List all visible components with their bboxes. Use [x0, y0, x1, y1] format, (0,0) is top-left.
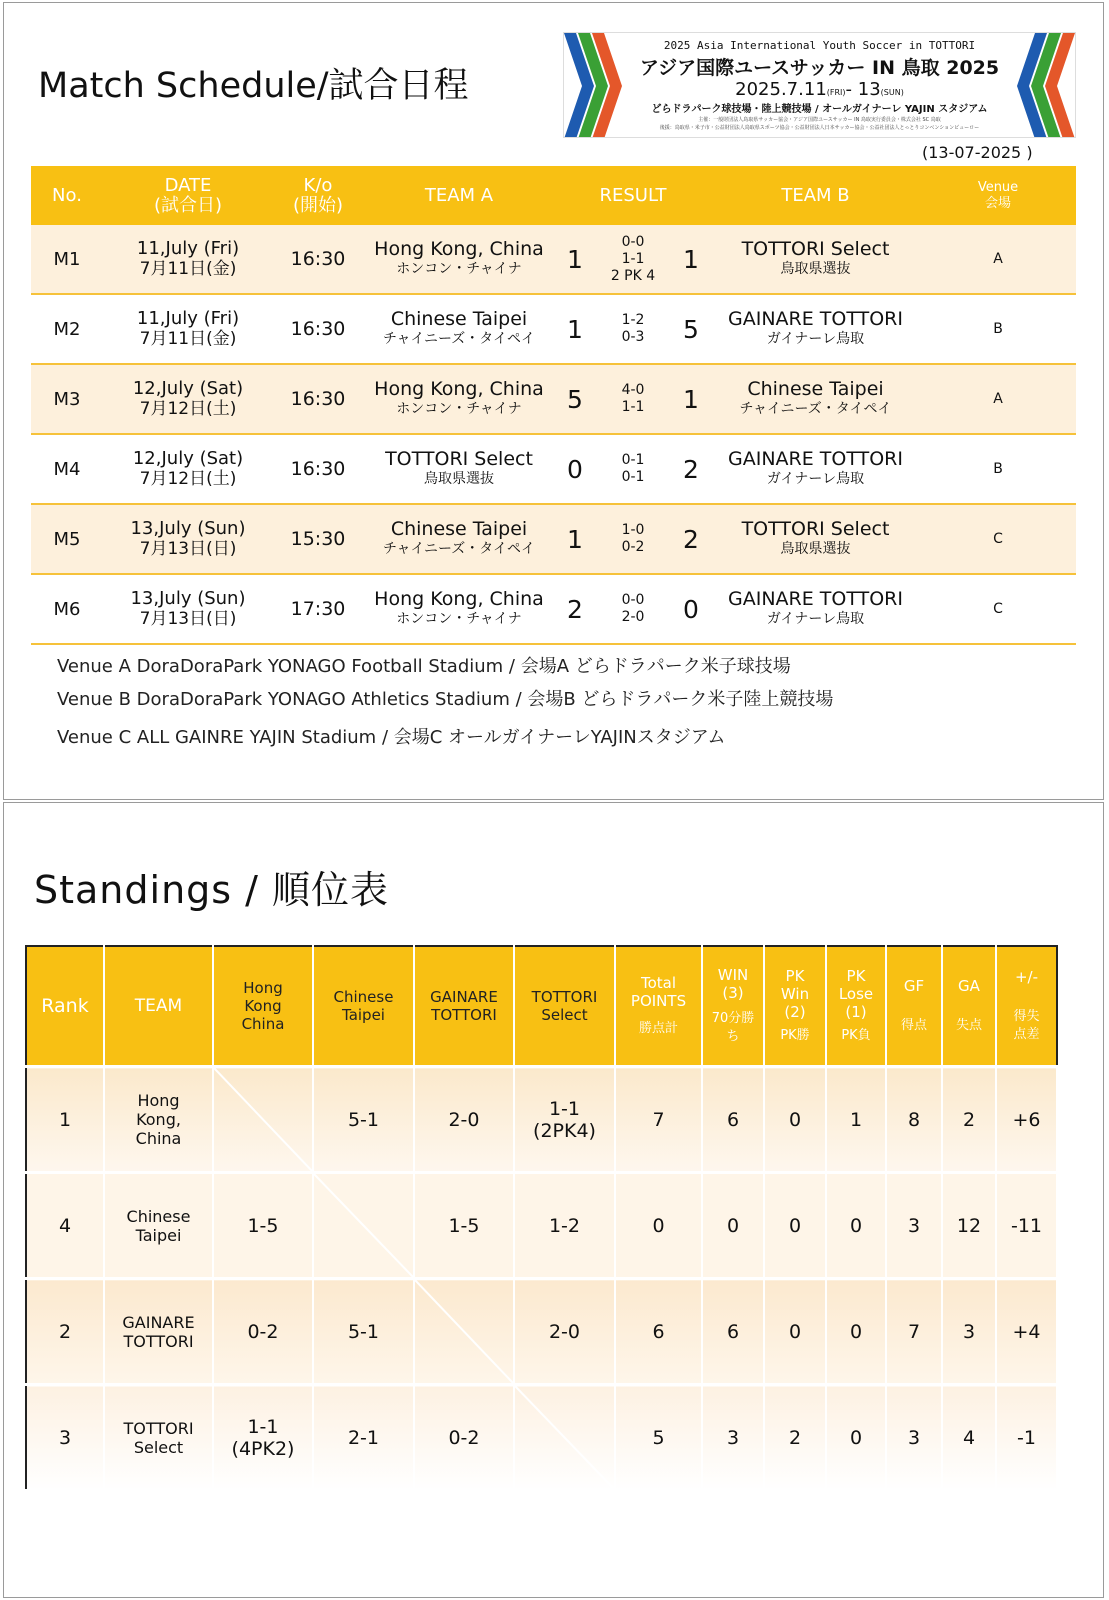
stat-gf: 8 [886, 1067, 942, 1173]
rank: 2 [26, 1279, 104, 1385]
stat-win: 3 [702, 1385, 764, 1491]
stat-pkw: 0 [764, 1279, 826, 1385]
head-to-head-ct: 2-1 [313, 1385, 414, 1491]
match-venue: A [920, 364, 1076, 434]
match-venue: B [920, 434, 1076, 504]
match-venue: A [920, 225, 1076, 294]
team-b: TOTTORI Select 鳥取県選抜 [711, 504, 920, 574]
match-number: M4 [31, 434, 103, 504]
team-name: GAINARE TOTTORI [104, 1279, 213, 1385]
header-team-b: TEAM B [711, 166, 920, 225]
stat-ga: 3 [942, 1279, 996, 1385]
match-row [31, 294, 1076, 364]
team-name: TOTTORI Select [104, 1385, 213, 1491]
kickoff-time: 15:30 [273, 504, 363, 574]
header-chinese-taipei: Chinese Taipei [313, 946, 414, 1067]
header-team: TEAM [104, 946, 213, 1067]
stat-pts: 0 [615, 1173, 702, 1279]
stat-pts: 7 [615, 1067, 702, 1173]
header-pk-win: PK Win (2) PK勝 [764, 946, 826, 1067]
team-b: TOTTORI Select 鳥取県選抜 [711, 225, 920, 294]
match-date: 13,July (Sun) 7月13日(日) [103, 504, 273, 574]
header-venue: Venue 会場 [920, 166, 1076, 225]
header-rank: Rank [26, 946, 104, 1067]
match-number: M6 [31, 574, 103, 644]
stat-gd: +4 [996, 1279, 1057, 1385]
banner-dates: 2025.7.11(FRI)- 13(SUN) [735, 79, 904, 100]
venue-b-note: Venue B DoraDoraPark YONAGO Athletics Stadium / 会場B どらドラパーク米子陸上競技場 [57, 689, 834, 710]
half-results: 0-0 1-1 2 PK 4 [595, 225, 671, 294]
team-b-score: 1 [671, 364, 711, 434]
header-pk-lose: PK Lose (1) PK負 [826, 946, 886, 1067]
stat-win: 0 [702, 1173, 764, 1279]
team-a: Hong Kong, China ホンコン・チャイナ [363, 574, 555, 644]
match-date: 12,July (Sat) 7月12日(土) [103, 364, 273, 434]
stat-ga: 4 [942, 1385, 996, 1491]
head-to-head-hk: 0-2 [213, 1279, 313, 1385]
banner-venues: どらドラパーク球技場・陸上競技場 / オールガイナーレ YAJIN スタジアム [651, 104, 988, 115]
team-b-score: 5 [671, 294, 711, 364]
stat-ga: 12 [942, 1173, 996, 1279]
match-row [31, 225, 1076, 294]
stat-ga: 2 [942, 1067, 996, 1173]
match-row [31, 434, 1076, 504]
header-goals-against: GA 失点 [942, 946, 996, 1067]
half-results: 1-2 0-3 [595, 294, 671, 364]
venue-c-note: Venue C ALL GAINRE YAJIN Stadium / 会場C オールガイナーレYAJINスタジアム [57, 727, 726, 748]
head-to-head-ct: 5-1 [313, 1067, 414, 1173]
header-tottori-select: TOTTORI Select [514, 946, 615, 1067]
rank: 3 [26, 1385, 104, 1491]
team-a: Hong Kong, China ホンコン・チャイナ [363, 364, 555, 434]
header-win: WIN (3) 70分勝ち [702, 946, 764, 1067]
banner-organizers: 主催：一般財団法人鳥取県サッカー協会・アジア国際ユースサッカー IN 鳥取実行委員会・株式会社 SC 鳥取 [698, 117, 941, 123]
team-b-score: 2 [671, 434, 711, 504]
header-result: RESULT [555, 166, 711, 225]
kickoff-time: 16:30 [273, 225, 363, 294]
stat-pkl: 0 [826, 1279, 886, 1385]
stat-pkl: 0 [826, 1173, 886, 1279]
self-match-cell [213, 1067, 313, 1173]
team-a-score: 0 [555, 434, 595, 504]
head-to-head-gt: 2-0 [414, 1067, 514, 1173]
team-a: TOTTORI Select 鳥取県選抜 [363, 434, 555, 504]
header-goal-difference: +/- 得失点差 [996, 946, 1057, 1067]
standings-row [26, 1067, 1057, 1173]
header-gainare-tottori: GAINARE TOTTORI [414, 946, 514, 1067]
team-b: GAINARE TOTTORI ガイナーレ鳥取 [711, 434, 920, 504]
stat-pkw: 2 [764, 1385, 826, 1491]
team-a-score: 1 [555, 294, 595, 364]
match-venue: C [920, 574, 1076, 644]
self-match-cell [514, 1385, 615, 1491]
stat-pts: 6 [615, 1279, 702, 1385]
stat-pkl: 0 [826, 1385, 886, 1491]
stat-gd: -11 [996, 1173, 1057, 1279]
match-date: 11,July (Fri) 7月11日(金) [103, 225, 273, 294]
standings-row [26, 1279, 1057, 1385]
match-number: M3 [31, 364, 103, 434]
stat-win: 6 [702, 1279, 764, 1385]
match-row [31, 574, 1076, 644]
team-b: GAINARE TOTTORI ガイナーレ鳥取 [711, 294, 920, 364]
kickoff-time: 16:30 [273, 364, 363, 434]
kickoff-time: 16:30 [273, 294, 363, 364]
match-row [31, 364, 1076, 434]
team-b-score: 2 [671, 504, 711, 574]
team-b-score: 1 [671, 225, 711, 294]
banner-supporters: 後援：鳥取県・米子市・公益財団法人鳥取県スポーツ協会・公益財団法人日本サッカー協会・公益社団法人とっとりコンベンションビューロー [659, 125, 980, 131]
standings-row [26, 1385, 1057, 1491]
head-to-head-ts: 1-2 [514, 1173, 615, 1279]
stat-pkw: 0 [764, 1067, 826, 1173]
head-to-head-gt: 0-2 [414, 1385, 514, 1491]
team-a-score: 1 [555, 225, 595, 294]
team-a: Chinese Taipei チャイニーズ・タイペイ [363, 504, 555, 574]
header-goals-for: GF 得点 [886, 946, 942, 1067]
stat-gd: +6 [996, 1067, 1057, 1173]
stat-pts: 5 [615, 1385, 702, 1491]
half-results: 0-1 0-1 [595, 434, 671, 504]
event-banner [563, 32, 1076, 138]
schedule-header-row [31, 166, 1076, 225]
team-name: Hong Kong, China [104, 1067, 213, 1173]
head-to-head-ts: 2-0 [514, 1279, 615, 1385]
standings-row [26, 1173, 1057, 1279]
team-name: Chinese Taipei [104, 1173, 213, 1279]
match-date: 13,July (Sun) 7月13日(日) [103, 574, 273, 644]
kickoff-time: 16:30 [273, 434, 363, 504]
match-number: M1 [31, 225, 103, 294]
match-row [31, 504, 1076, 574]
banner-japanese-title: アジア国際ユースサッカー IN 鳥取 2025 [639, 57, 1000, 79]
header-team-a: TEAM A [363, 166, 555, 225]
match-number: M2 [31, 294, 103, 364]
kickoff-time: 17:30 [273, 574, 363, 644]
team-b: Chinese Taipei チャイニーズ・タイペイ [711, 364, 920, 434]
match-date: 11,July (Fri) 7月11日(金) [103, 294, 273, 364]
match-venue: C [920, 504, 1076, 574]
standings-title: Standings / 順位表 [34, 868, 390, 912]
stat-gf: 7 [886, 1279, 942, 1385]
half-results: 0-0 2-0 [595, 574, 671, 644]
team-b-score: 0 [671, 574, 711, 644]
rank: 4 [26, 1173, 104, 1279]
header-no: No. [31, 166, 103, 225]
team-a: Hong Kong, China ホンコン・チャイナ [363, 225, 555, 294]
head-to-head-hk: 1-1 (4PK2) [213, 1385, 313, 1491]
team-b: GAINARE TOTTORI ガイナーレ鳥取 [711, 574, 920, 644]
match-number: M5 [31, 504, 103, 574]
head-to-head-hk: 1-5 [213, 1173, 313, 1279]
half-results: 1-0 0-2 [595, 504, 671, 574]
header-kickoff: K/o (開始) [273, 166, 363, 225]
head-to-head-ts: 1-1 (2PK4) [514, 1067, 615, 1173]
head-to-head-gt: 1-5 [414, 1173, 514, 1279]
schedule-title: Match Schedule/試合日程 [38, 66, 469, 106]
schedule-date: (13-07-2025 ) [922, 143, 1033, 162]
team-a-score: 2 [555, 574, 595, 644]
header-total-points: Total POINTS 勝点計 [615, 946, 702, 1067]
team-a: Chinese Taipei チャイニーズ・タイペイ [363, 294, 555, 364]
header-hong-kong-china: Hong Kong China [213, 946, 313, 1067]
banner-stripes-right [1015, 33, 1075, 138]
team-a-score: 5 [555, 364, 595, 434]
stat-pkl: 1 [826, 1067, 886, 1173]
match-venue: B [920, 294, 1076, 364]
standings-header-row [26, 946, 1057, 1067]
standings-table [25, 945, 1058, 1492]
team-a-score: 1 [555, 504, 595, 574]
banner-stripes-left [564, 33, 624, 138]
match-schedule-table [31, 166, 1076, 645]
rank: 1 [26, 1067, 104, 1173]
banner-english-title: 2025 Asia International Youth Soccer in TOTTORI [663, 39, 976, 52]
stat-pkw: 0 [764, 1173, 826, 1279]
half-results: 4-0 1-1 [595, 364, 671, 434]
header-date: DATE (試合日) [103, 166, 273, 225]
stat-gf: 3 [886, 1385, 942, 1491]
match-date: 12,July (Sat) 7月12日(土) [103, 434, 273, 504]
stat-gd: -1 [996, 1385, 1057, 1491]
venue-a-note: Venue A DoraDoraPark YONAGO Football Stadium / 会場A どらドラパーク米子球技場 [57, 656, 791, 677]
stat-win: 6 [702, 1067, 764, 1173]
head-to-head-ct: 5-1 [313, 1279, 414, 1385]
stat-gf: 3 [886, 1173, 942, 1279]
self-match-cell [414, 1279, 514, 1385]
self-match-cell [313, 1173, 414, 1279]
